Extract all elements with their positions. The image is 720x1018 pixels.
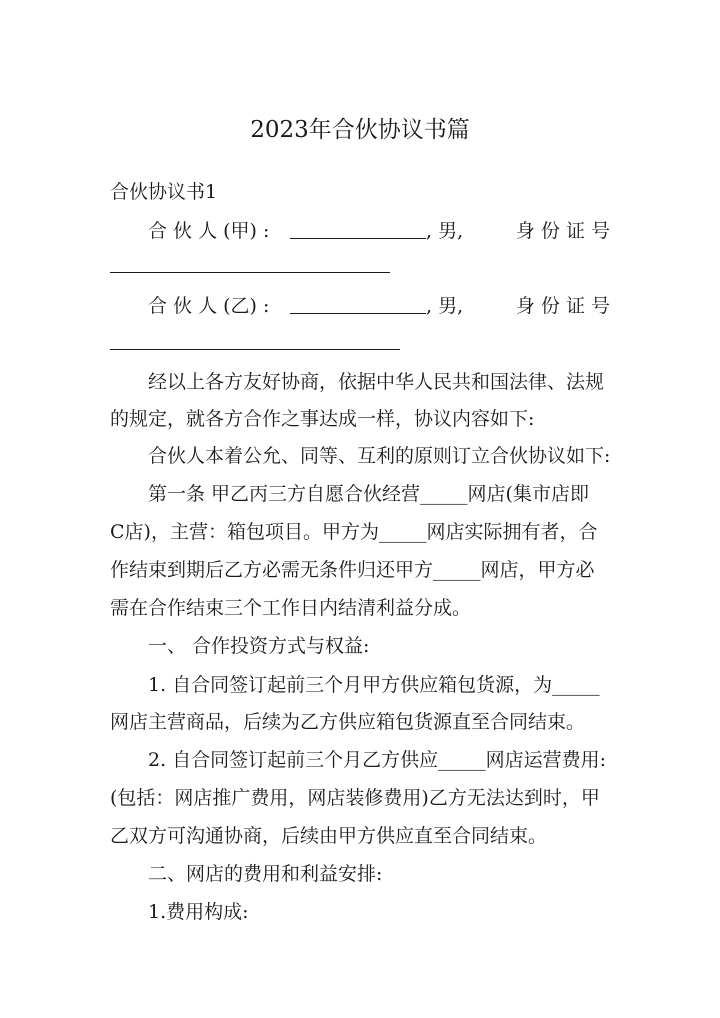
section-title: 一、 合作投资方式与权益: — [148, 635, 370, 657]
paragraph-line: C店)，主营：箱包项目。甲方为_____网店实际拥有者，合 — [110, 521, 598, 543]
document-title: 2023年合伙协议书篇 — [250, 117, 470, 143]
partner-b-label: 合 伙 人 (乙) : — [148, 295, 270, 317]
paragraph-line: (包括：网店推广费用，网店装修费用)乙方无法达到时，甲 — [110, 787, 600, 809]
paragraph-line: 需在合作结束三个工作日内结清利益分成。 — [110, 597, 472, 619]
subsection-title: 1.费用构成: — [148, 901, 249, 923]
paragraph-line: 第一条 甲乙丙三方自愿合伙经营_____网店(集市店即 — [148, 483, 589, 505]
paragraph-line: 网店主营商品，后续为乙方供应箱包货源直至合同结束。 — [110, 711, 586, 733]
partner-a-id-label: 身 份 证 号 — [515, 220, 610, 242]
paragraph-line: 2. 自合同签订起前三个月乙方供应_____网店运营费用: — [148, 749, 607, 771]
partner-b-id-label: 身 份 证 号 — [515, 295, 610, 317]
paragraph-line: 合伙人本着公允、同等、互利的原则订立合伙协议如下: — [148, 445, 611, 467]
paragraph-line: 经以上各方友好协商，依据中华人民共和国法律、法规 — [148, 371, 605, 393]
section-heading: 合伙协议书1 — [110, 181, 218, 203]
paragraph-line: 乙双方可沟通协商，后续由甲方供应直至合同结束。 — [110, 825, 548, 847]
paragraph-line: 作结束到期后乙方必需无条件归还甲方_____网店，甲方必 — [110, 559, 595, 581]
partner-b-gender: , 男, — [426, 295, 464, 317]
partner-a-label: 合 伙 人 (甲) : — [148, 220, 270, 242]
paragraph-line: 的规定，就各方合作之事达成一样，协议内容如下: — [110, 408, 535, 430]
partner-a-line — [148, 219, 610, 243]
partner-b-line — [148, 294, 610, 318]
paragraph-line: 1. 自合同签订起前三个月甲方供应箱包货源，为_____ — [148, 674, 600, 696]
section-title: 二、网店的费用和利益安排: — [148, 863, 383, 885]
partner-a-gender: , 男, — [426, 220, 464, 242]
